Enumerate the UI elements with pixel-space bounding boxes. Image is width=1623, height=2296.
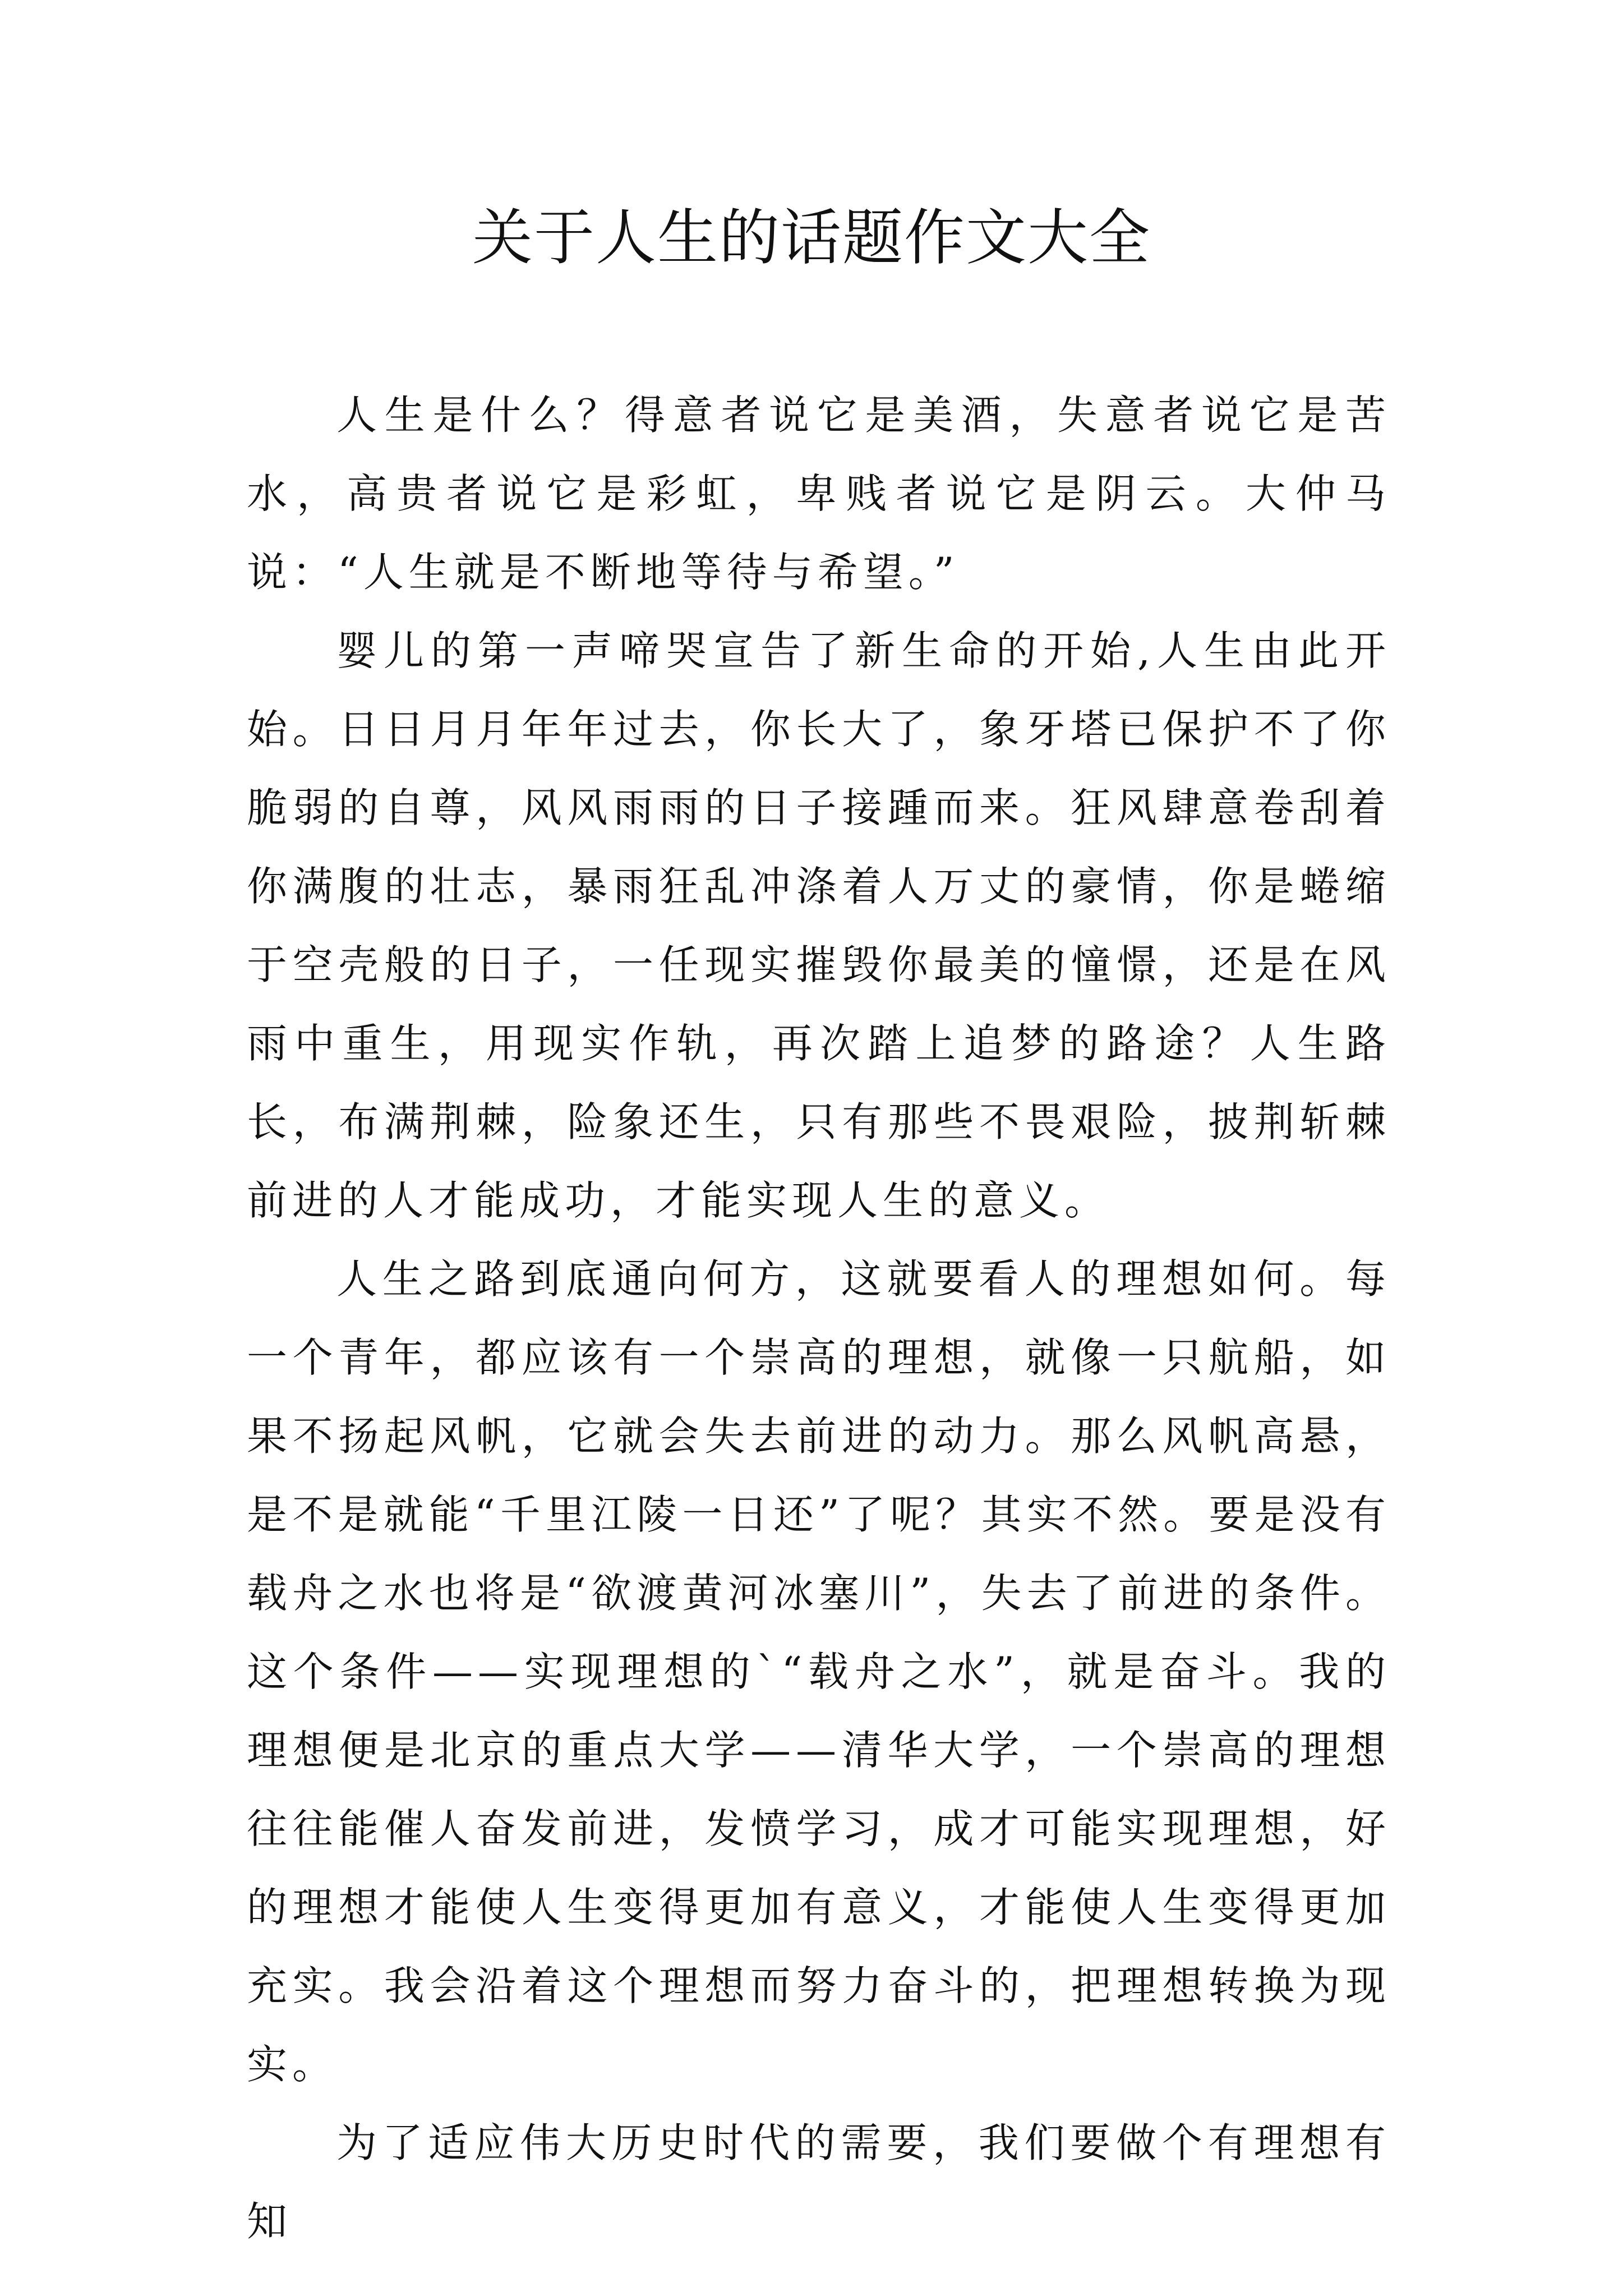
paragraph-4: 为了适应伟大历史时代的需要，我们要做个有理想有知 — [247, 2119, 1391, 2245]
paragraph-2: 婴儿的第一声啼哭宣告了新生命的开始,人生由此开始。日日月月年年过去，你长大了，象牙塔已保护不了你脆弱的自尊，风风雨雨的日子接踵而来。狂风肆意卷刮着你满腹的壮志，暴雨狂乱冲涤着人万丈的豪情，你是蜷缩于空壳般的日子，一任现实摧毁你最美的憧憬，还是在风雨中重生，用现实作轨，再次踏上追梦的路途？人生路长，布满荆棘，险象还生，只有那些不畏艰险，披荆斩棘前进的人才能成功，才能实现人生的意义。 — [247, 627, 1391, 1224]
paragraph-1: 人生是什么？得意者说它是美酒，失意者说它是苦水，高贵者说它是彩虹，卑贱者说它是阴云。大仲马说：“人生就是不断地等待与希望。” — [247, 392, 1391, 596]
document-title: 关于人生的话题作文大全 — [472, 203, 1151, 273]
document-body — [247, 376, 1391, 2261]
paragraph-3: 人生之路到底通向何方，这就要看人的理想如何。每一个青年，都应该有一个崇高的理想，就像一只航船，如果不扬起风帆，它就会失去前进的动力。那么风帆高悬，是不是就能“千里江陵一日还”了呢？其实不然。要是没有载舟之水也将是“欲渡黄河冰塞川”，失去了前进的条件。这个条件——实现理想的`“载舟之水”，就是奋斗。我的理想便是北京的重点大学——清华大学，一个崇高的理想往往能催人奋发前进，发愤学习，成才可能实现理想，好的理想才能使人生变得更加有意义，才能使人生变得更加充实。我会沿着这个理想而努力奋斗的，把理想转换为现实。 — [247, 1255, 1391, 2088]
